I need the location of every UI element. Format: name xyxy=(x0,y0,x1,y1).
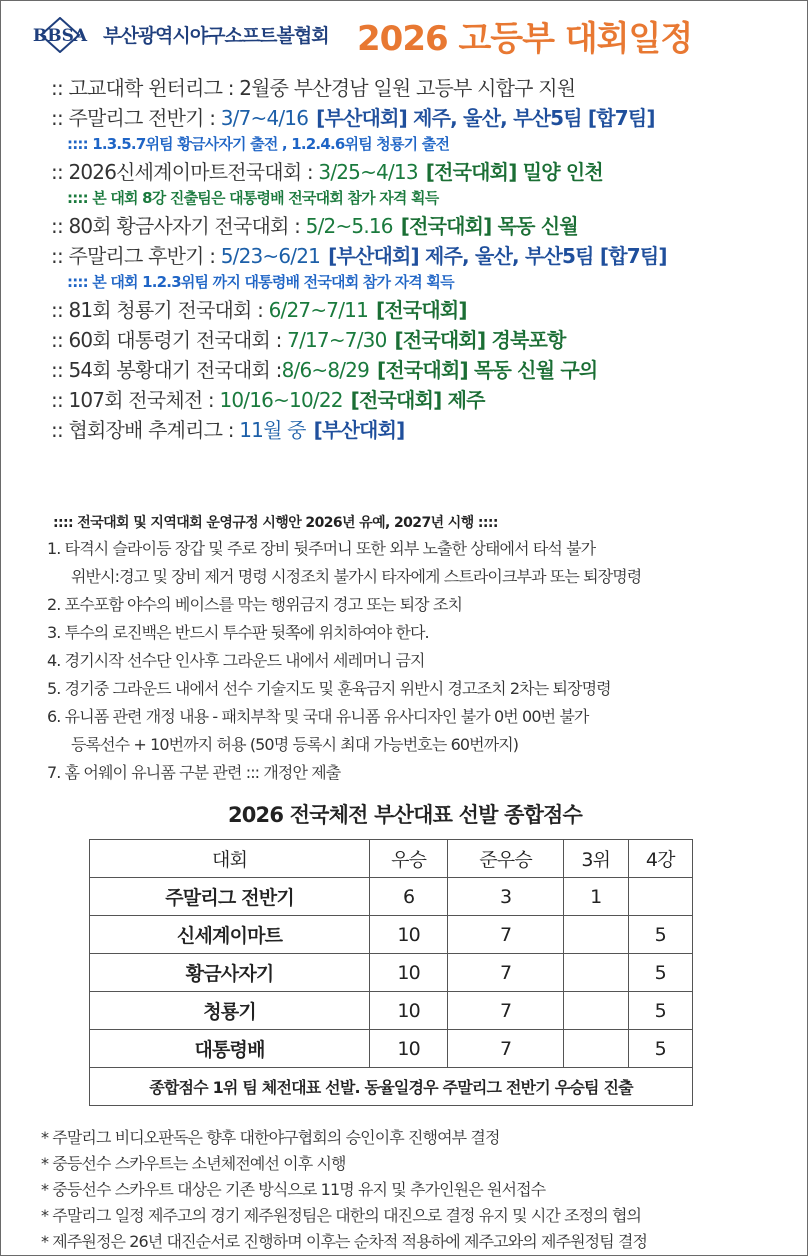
table-cell xyxy=(564,992,628,1030)
schedule-label: 54회 봉황대기 전국대회 : xyxy=(68,358,282,382)
schedule-label: 107회 전국체전 : xyxy=(68,388,220,412)
bbsa-logo xyxy=(21,17,99,53)
schedule-label: 2026신세계이마트전국대회 : xyxy=(68,160,319,184)
schedule-date: 3/25~4/13 xyxy=(318,160,418,184)
schedule-tag: [부산대회] 제주, 울산, 부산5팀 [합7팀] xyxy=(328,244,667,268)
schedule-date: 7/17~7/30 xyxy=(287,328,387,352)
schedule-tag: [부산대회] 제주, 울산, 부산5팀 [합7팀] xyxy=(316,106,655,130)
table-cell: 10 xyxy=(370,916,448,954)
table-cell: 5 xyxy=(628,954,693,992)
table-cell: 7 xyxy=(448,954,564,992)
notes-list xyxy=(41,1125,801,1255)
schedule-date: 11월 중 xyxy=(239,418,306,442)
schedule-row xyxy=(51,355,799,385)
rules-section xyxy=(47,511,797,787)
schedule-prefix: :: xyxy=(51,358,69,382)
table-row xyxy=(90,916,693,954)
schedule-date: 5/2~5.16 xyxy=(305,214,393,238)
schedule-label: 81회 청룡기 전국대회 : xyxy=(68,298,269,322)
rule-item: 7. 홈 어웨이 유니폼 구분 관련 ::: 개정안 제출 xyxy=(47,763,341,782)
schedule-label: 고교대학 윈터리그 : 2월중 부산경남 일원 고등부 시합구 지원 xyxy=(68,76,576,100)
schedule-tag: [전국대회] 제주 xyxy=(350,388,485,412)
note-item: * 주말리그 일정 제주고의 경기 제주원정팀은 대한의 대진으로 결정 유지 및 시간 조정의 협의 xyxy=(41,1206,642,1225)
table-cell: 10 xyxy=(370,992,448,1030)
table-cell: 5 xyxy=(628,916,693,954)
note-item: * 제주원정은 26년 대진순서로 진행하며 이후는 순차적 적용하에 제주고와의 제주원정팀 결정 xyxy=(41,1232,648,1251)
table-cell: 신세계이마트 xyxy=(90,916,370,954)
table-header-cell: 3위 xyxy=(564,840,628,878)
schedule-tag: [전국대회] 목동 신월 xyxy=(400,214,578,238)
table-row xyxy=(90,1030,693,1068)
table-cell: 7 xyxy=(448,1030,564,1068)
table-footer-cell: 종합점수 1위 팀 체전대표 선발. 동율일경우 주말리그 전반기 우승팀 진출 xyxy=(90,1068,693,1106)
rule-item: 6. 유니폼 관련 개정 내용 - 패치부착 및 국대 유니폼 유사디자인 불가 0번 00번 불가 xyxy=(47,707,589,726)
schedule-note: :::: 본 대회 1.2.3위팀 까지 대통령배 전국대회 참가 자격 획득 xyxy=(67,273,454,291)
schedule-note: :::: 본 대회 8강 진출팀은 대통령배 전국대회 참가 자격 획득 xyxy=(67,189,439,207)
table-cell: 황금사자기 xyxy=(90,954,370,992)
rule-item: 5. 경기중 그라운드 내에서 선수 기술지도 및 훈육금지 위반시 경고조치 2차는 퇴장명령 xyxy=(47,679,611,698)
table-cell xyxy=(564,916,628,954)
rule-item: 3. 투수의 로진백은 반드시 투수판 뒷쪽에 위치하여야 한다. xyxy=(47,623,429,642)
table-cell: 6 xyxy=(370,878,448,916)
schedule-row xyxy=(51,73,799,103)
schedule-date: 6/27~7/11 xyxy=(268,298,369,322)
schedule-tag: [전국대회] 목동 신월 구의 xyxy=(377,358,598,382)
page-title: 2026 고등부 대회일정 xyxy=(357,19,693,59)
table-cell: 7 xyxy=(448,992,564,1030)
table-row xyxy=(90,954,693,992)
schedule-prefix: :: xyxy=(51,106,69,130)
rule-item: 등록선수 + 10번까지 허용 (50명 등록시 최대 가능번호는 60번까지) xyxy=(71,735,519,754)
schedule-prefix: :: xyxy=(51,388,69,412)
schedule-prefix: :: xyxy=(51,328,69,352)
note-item: * 중등선수 스카우트는 소년체전예선 이후 시행 xyxy=(41,1154,346,1173)
schedule-note: :::: 1.3.5.7위팀 황금사자기 출전 , 1.2.4.6위팀 청룡기 출전 xyxy=(67,135,450,153)
schedule-row xyxy=(51,157,799,187)
schedule-date: 10/16~10/22 xyxy=(219,388,343,412)
table-cell: 10 xyxy=(370,1030,448,1068)
schedule-prefix: :: xyxy=(51,76,69,100)
schedule-label: 협회장배 추계리그 : xyxy=(68,418,240,442)
table-header-cell: 준우승 xyxy=(448,840,564,878)
table-cell xyxy=(564,954,628,992)
schedule-tag: [전국대회] 밀양 인천 xyxy=(425,160,603,184)
logo-text: BBSA xyxy=(32,26,88,46)
schedule-row xyxy=(51,415,799,445)
table-header-cell: 4강 xyxy=(628,840,693,878)
schedule-label: 주말리그 후반기 : xyxy=(68,244,221,268)
schedule-row xyxy=(51,103,799,133)
table-cell: 3 xyxy=(448,878,564,916)
org-name: 부산광역시야구소프트볼협회 xyxy=(103,25,329,47)
table-header-cell: 우승 xyxy=(370,840,448,878)
table-cell xyxy=(564,1030,628,1068)
rule-item: 1. 타격시 슬라이등 장갑 및 주로 장비 뒷주머니 또한 외부 노출한 상태에서 타석 불가 xyxy=(47,539,596,558)
schedule-date: 3/7~4/16 xyxy=(220,106,309,130)
schedule-row xyxy=(51,325,799,355)
rule-item: 2. 포수포함 야수의 베이스를 막는 행위금지 경고 또는 퇴장 조치 xyxy=(47,595,463,614)
schedule-row xyxy=(51,295,799,325)
schedule-tag: [부산대회] xyxy=(313,418,405,442)
table-cell: 주말리그 전반기 xyxy=(90,878,370,916)
schedule-list xyxy=(51,73,799,445)
table-row xyxy=(90,992,693,1030)
table-footer-row xyxy=(90,1068,693,1106)
table-cell: 10 xyxy=(370,954,448,992)
schedule-label: 80회 황금사자기 전국대회 : xyxy=(68,214,306,238)
table-header-row xyxy=(90,840,693,878)
note-item: * 중등선수 스카우트 대상은 기존 방식으로 11명 유지 및 추가인원은 원서접수 xyxy=(41,1180,546,1199)
schedule-label: 60회 대통령기 전국대회 : xyxy=(68,328,288,352)
table-cell: 5 xyxy=(628,1030,693,1068)
schedule-tag: [전국대회] 경북포항 xyxy=(394,328,566,352)
table-cell: 대통령배 xyxy=(90,1030,370,1068)
schedule-prefix: :: xyxy=(51,298,69,322)
table-cell: 청룡기 xyxy=(90,992,370,1030)
rule-item: 4. 경기시작 선수단 인사후 그라운드 내에서 세레머니 금지 xyxy=(47,651,425,670)
schedule-row xyxy=(51,385,799,415)
header xyxy=(1,1,809,69)
table-cell: 7 xyxy=(448,916,564,954)
table-row xyxy=(90,878,693,916)
table-cell: 1 xyxy=(564,878,628,916)
schedule-prefix: :: xyxy=(51,244,69,268)
schedule-row xyxy=(51,241,799,271)
table-cell: 5 xyxy=(628,992,693,1030)
schedule-prefix: :: xyxy=(51,160,69,184)
score-table-title: 2026 전국체전 부산대표 선발 종합점수 xyxy=(227,803,583,827)
schedule-prefix: :: xyxy=(51,214,69,238)
schedule-label: 주말리그 전반기 : xyxy=(68,106,221,130)
note-item: * 주말리그 비디오판독은 향후 대한야구협회의 승인이후 진행여부 결정 xyxy=(41,1128,500,1147)
schedule-date: 8/6~8/29 xyxy=(281,358,370,382)
schedule-tag: [전국대회] xyxy=(376,298,467,322)
schedule-prefix: :: xyxy=(51,418,69,442)
table-cell xyxy=(628,878,693,916)
rule-item: 위반시:경고 및 장비 제거 명령 시정조치 불가시 타자에게 스트라이크부과 또는 퇴장명령 xyxy=(71,567,642,586)
schedule-row xyxy=(51,211,799,241)
rules-heading: :::: 전국대회 및 지역대회 운영규정 시행안 2026년 유예, 2027년 시행 :::: xyxy=(53,515,498,531)
table-header-cell: 대회 xyxy=(90,840,370,878)
rules-list xyxy=(47,535,797,787)
score-table xyxy=(89,839,693,1106)
schedule-date: 5/23~6/21 xyxy=(220,244,321,268)
